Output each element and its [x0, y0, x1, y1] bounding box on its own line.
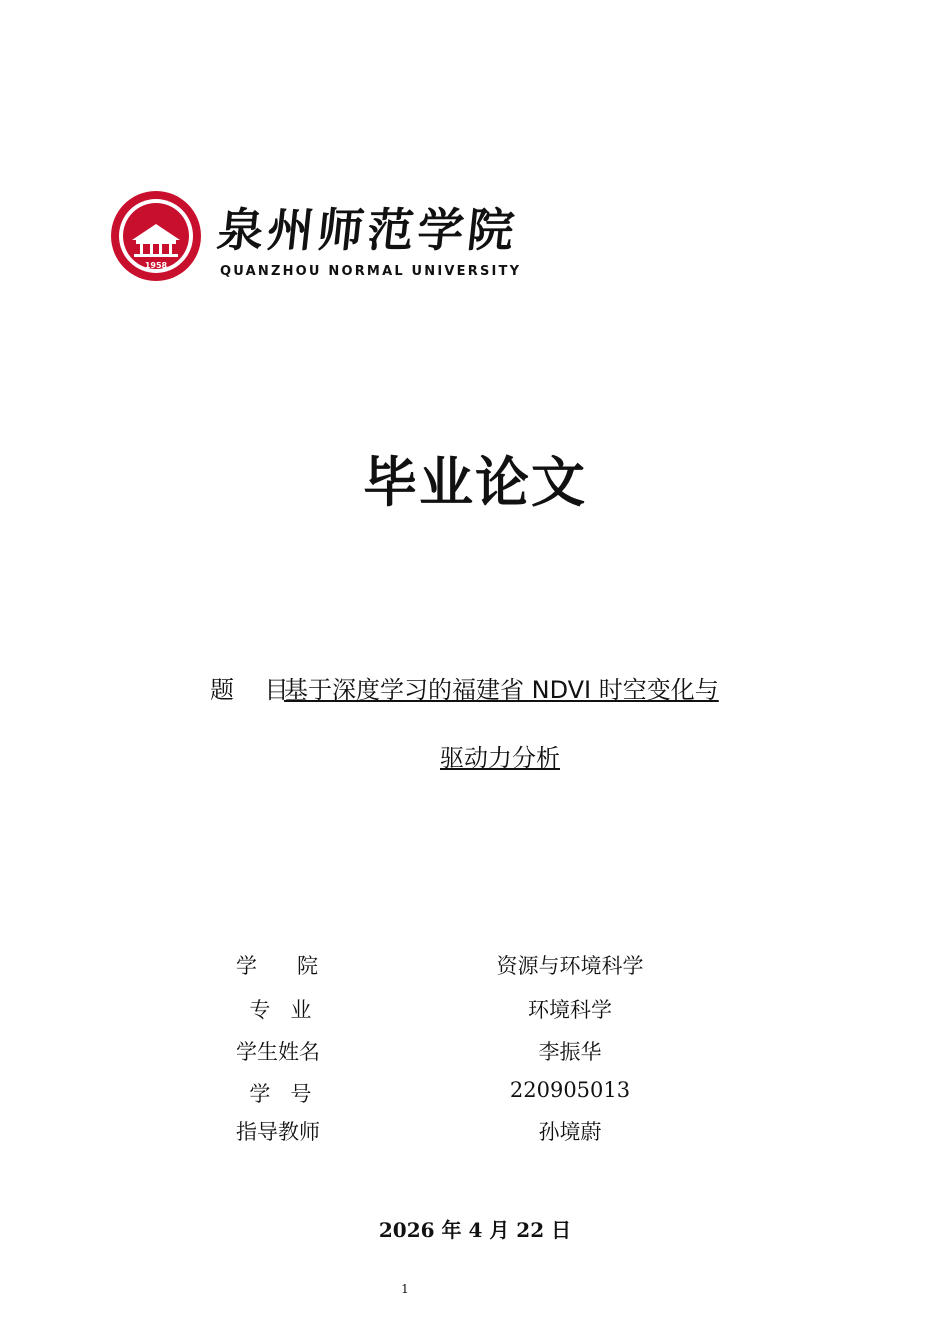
university-name-en: QUANZHOU NORMAL UNIVERSITY: [220, 264, 522, 279]
info-row-student-name: [0, 1036, 950, 1070]
info-row-student-id: [0, 1078, 950, 1112]
info-row-advisor: [0, 1116, 950, 1150]
university-seal-icon: [110, 190, 202, 282]
university-name-cn: 泉州师范学院: [214, 203, 521, 257]
info-value: 环境科学: [528, 998, 612, 1022]
info-value: 李振华: [538, 1040, 602, 1064]
info-label: 学生姓名: [236, 1040, 320, 1064]
topic-title-line-1: 基于深度学习的福建省 NDVI 时空变化与: [284, 676, 719, 704]
info-value: 资源与环境科学: [496, 954, 644, 978]
info-label: 学 院: [236, 954, 319, 978]
info-row-major: [0, 994, 950, 1028]
info-label: 指导教师: [236, 1120, 320, 1144]
document-title: 毕业论文: [363, 451, 587, 514]
seal-year: 1958: [144, 261, 168, 270]
info-value: 220905013: [509, 1078, 631, 1102]
university-logo: [110, 186, 530, 286]
info-row-college: [0, 950, 950, 984]
info-label: 学 号: [236, 1082, 312, 1106]
info-label: 专 业: [236, 998, 312, 1022]
page-number: 1: [401, 1282, 409, 1296]
topic-label: 题 目: [210, 676, 289, 704]
info-value: 孙境蔚: [538, 1120, 602, 1144]
submission-date: 2026 年 4 月 22 日: [378, 1218, 572, 1242]
topic-title-line-2: 驱动力分析: [440, 744, 560, 772]
